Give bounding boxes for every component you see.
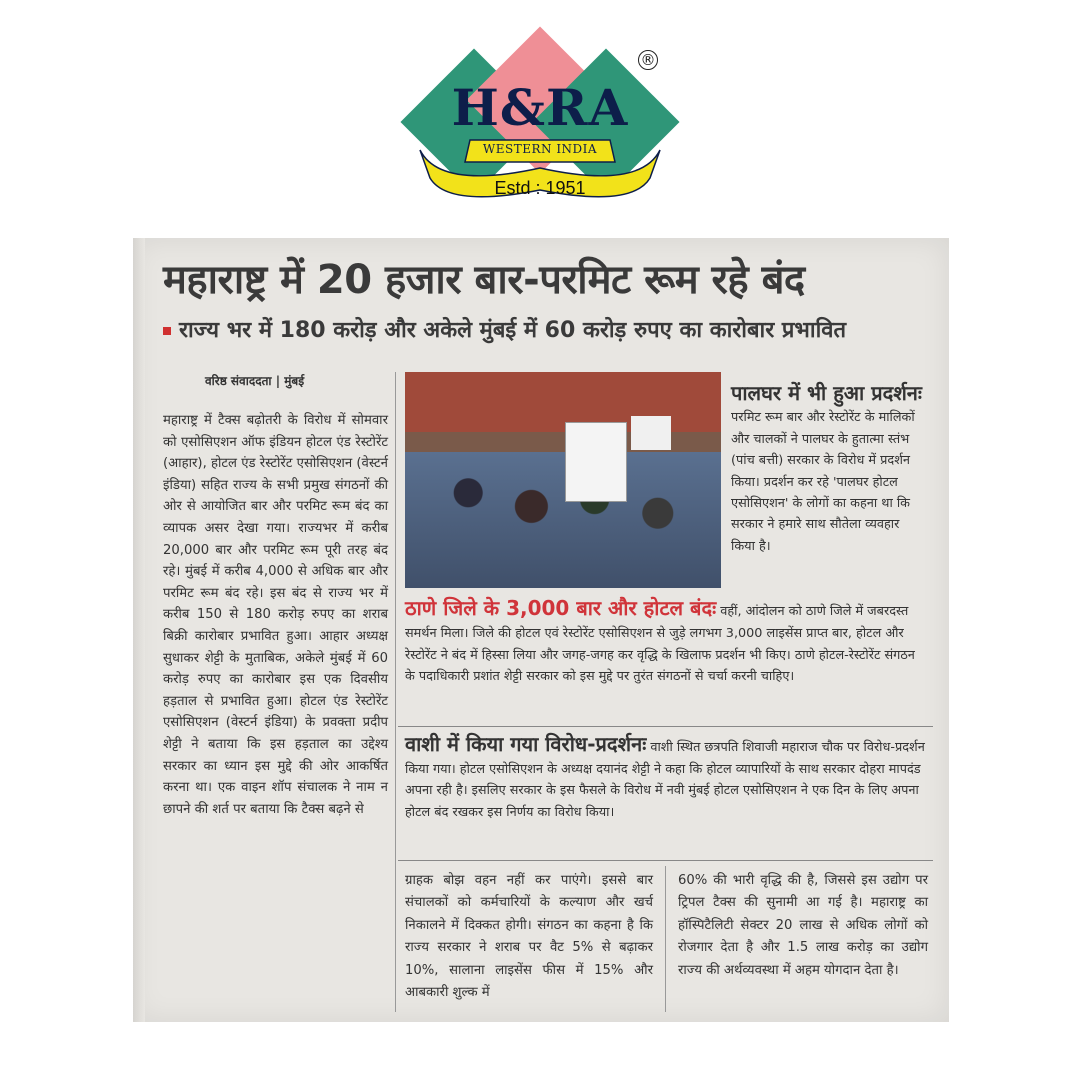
photo-placard-small [631,416,671,450]
subhead-text: राज्य भर में 180 करोड़ और अकेले मुंबई में 60 करोड़ रुपए का कारोबार प्रभावित [179,318,847,343]
vashi-lead: वाशी में किया गया विरोध-प्रदर्शनः [405,732,647,756]
logo-established: Estd : 1951 [494,178,586,198]
logo-mark: H&RA [451,78,629,137]
section-divider [398,726,933,727]
registered-mark: ® [638,50,658,70]
article-column-3: 60% की भारी वृद्धि की है, जिससे इस उद्योग पर ट्रिपल टैक्स की सुनामी आ गई है। महाराष्ट्र का हॉस्पिटैलिटी सेक्टर 20 लाख से अधिक लोगों को रोजगार देता है और 1.5 लाख करोड़ का उद्योग राज्य की अर्थव्यवस्था में अहम योगदान देता है। [678,873,928,978]
thane-section [405,598,927,688]
article-column-2: ग्राहक बोझ वहन नहीं कर पाएंगे। इससे बार संचालकों को कर्मचारियों के कल्याण और खर्च निकालने में दिक्कत होगी। संगठन का कहना है कि राज्य सरकार ने शराब पर वैट 5% से बढ़ाकर 10%, सालाना लाइसेंस फीस में 15% और आबकारी शुल्क में [405,873,653,1001]
palghar-text: परमिट रूम बार और रेस्टोरेंट के मालिकों और चालकों ने पालघर के हुतात्मा स्तंभ (पांच बत्ती) सरकार के विरोध में प्रदर्शन किया। प्रदर्शन कर रहे 'पालघर होटल एसोसिएशन' के लोगों का कहना था कि सरकार ने हमारे साथ सौतेला व्यवहार किया है। [731,410,915,554]
thane-text: वहीं, आंदोलन को ठाणे जिले में जबरदस्त समर्थन मिला। जिले की होटल एवं रेस्टोरेंट एसोसिएशन से जुड़े लगभग 3,000 लाइसेंस प्राप्त बार, होटल और रेस्टोरेंट ने बंद में हिस्सा लिया और जगह-जगह कर वृद्धि के खिलाफ प्रदर्शन भी किए। ठाणे होटल-रेस्टोरेंट संगठन के पदाधिकारी प्रशांत शेट्टी सरकार को इस मुद्दे पर तुरंत संगठनों से चर्चा करनी चाहिए। [405,604,915,685]
article-subhead [163,314,943,344]
bullet-square-icon [163,327,171,335]
article-byline: वरिष्ठ संवाददता | मुंबई [205,374,305,388]
column-rule [665,866,666,1012]
article-headline: महाराष्ट्र में 20 हजार बार-परमिट रूम रहे बंद [163,257,805,303]
photo-placard [565,422,627,502]
photo-wall [405,372,721,432]
vashi-text: वाशी स्थित छत्रपति शिवाजी महाराज चौक पर विरोध-प्रदर्शन किया गया। होटल एसोसिएशन के अध्यक्ष दयानंद शेट्टी ने कहा कि होटल व्यापारियों के साथ सरकार दोहरा मापदंड अपना रही है। इसलिए सरकार के इस फैसले के विरोध में नवी मुंबई होटल एसोसिएशन ने एक दिन के लिए अपना होटल बंद रखकर इस निर्णय का विरोध किया। [405,740,925,820]
vashi-section [405,734,927,823]
column-rule [395,372,396,1012]
article-column-1: महाराष्ट्र में टैक्स बढ़ोतरी के विरोध में सोमवार को एसोसिएशन ऑफ इंडियन होटल एंड रेस्टोरेंट (आहार), होटल एंड रेस्टोरेंट एसोसिएशन (वेस्टर्न इंडिया) सहित राज्य के सभी प्रमुख संगठनों की ओर से आयोजित बार और परमिट रूम बंद का व्यापक असर देखा गया। राज्यभर में करीब 20,000 बार और परमिट रूम पूरी तरह बंद रहे। मुंबई में करीब 4,000 से अधिक बार और परमिट रूम बंद रहे। इस बंद से राज्य भर में करीब 150 से 180 करोड़ रुपए का शराब बिक्री कारोबार प्रभावित हुआ। आहार अध्यक्ष सुधाकर शेट्टी के मुताबिक, अकेले मुंबई में 60 करोड़ रुपए का कारोबार इस एक दिवसीय हड़ताल से प्रभावित हुआ। होटल एंड रेस्टोरेंट एसोसिएशन (वेस्टर्न इंडिया) के प्रवक्ता प्रदीप शेट्टी ने बताया कि इस हड़ताल का उद्देश्य सरकार का ध्यान इस मुद्दे की ओर आकर्षित करना था। एक वाइन शॉप संचालक ने नाम न छापने की शर्त पर बताया कि टैक्स बढ़ने से [163,413,388,817]
clipping-edge [133,238,145,1022]
protest-crowd-photo [405,372,721,588]
thane-lead: ठाणे जिले के 3,000 बार और होटल बंदः [405,596,717,620]
palghar-section [731,380,927,557]
section-divider [398,860,933,861]
photo-crowd [405,452,721,588]
newspaper-clipping [133,238,949,1022]
hra-logo [400,40,680,210]
palghar-lead: पालघर में भी हुआ प्रदर्शनः [731,381,922,405]
logo-ribbon-text: WESTERN INDIA [482,142,598,156]
